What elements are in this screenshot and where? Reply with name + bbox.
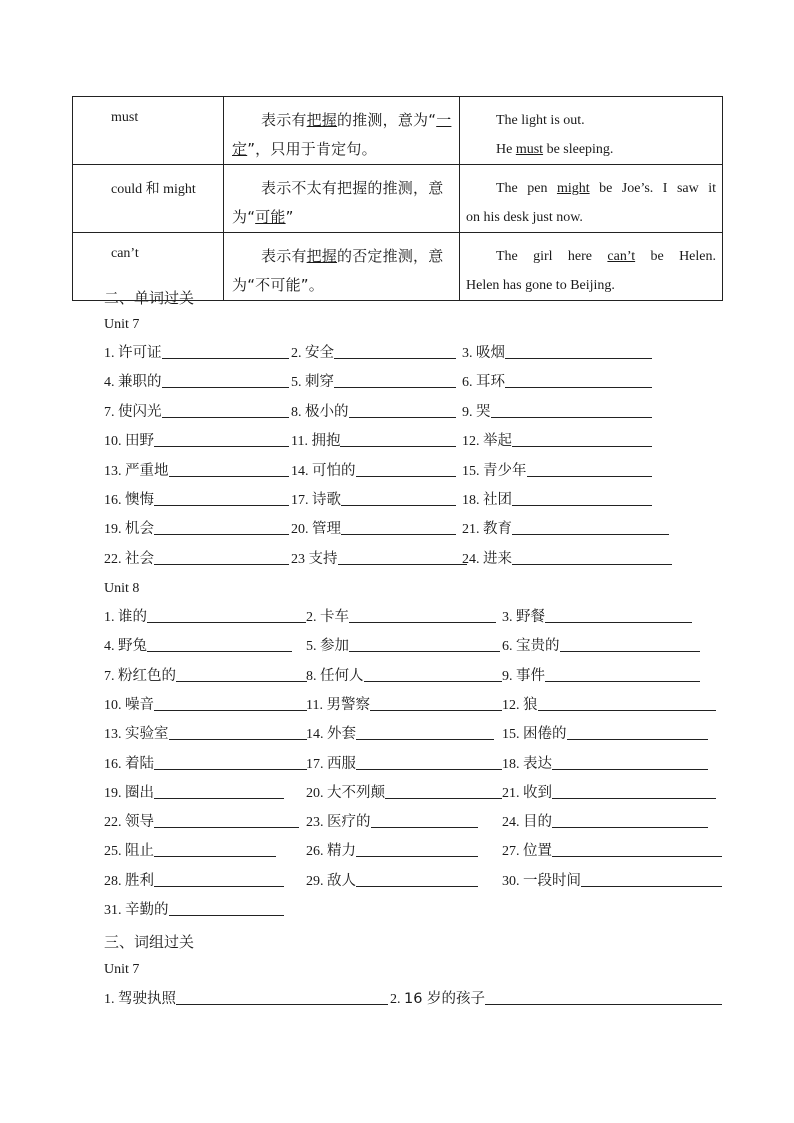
item-word: 管理 xyxy=(312,521,341,538)
answer-blank[interactable] xyxy=(356,725,494,740)
vocab-item xyxy=(462,342,652,362)
vocab-item xyxy=(104,430,289,450)
answer-blank[interactable] xyxy=(512,550,672,565)
answer-blank[interactable] xyxy=(341,520,456,535)
word-row xyxy=(104,342,744,362)
answer-blank[interactable] xyxy=(349,637,500,652)
vocab-item xyxy=(291,489,456,509)
item-word: 举起 xyxy=(483,433,512,450)
vocab-item xyxy=(104,489,289,509)
vocab-item xyxy=(462,401,652,421)
example-cell: The girl here can’t be Helen. Helen has gone to Beijing. xyxy=(460,233,723,301)
item-number: 22. xyxy=(104,551,125,567)
item-number: 11. xyxy=(306,697,327,713)
item-word: 耳环 xyxy=(476,374,505,391)
vocab-item xyxy=(104,870,284,890)
item-number: 8. xyxy=(291,404,305,420)
item-number: 9. xyxy=(502,668,516,684)
modal-cell: must xyxy=(73,97,224,165)
answer-blank[interactable] xyxy=(512,432,652,447)
answer-blank[interactable] xyxy=(505,373,652,388)
item-word: 宝贵的 xyxy=(516,638,560,655)
item-word: 胜利 xyxy=(125,872,154,889)
item-word: 参加 xyxy=(320,638,349,655)
answer-blank[interactable] xyxy=(545,608,692,623)
answer-blank[interactable] xyxy=(169,462,289,477)
answer-blank[interactable] xyxy=(527,462,652,477)
vocab-item xyxy=(104,606,306,626)
item-word: 社团 xyxy=(483,492,512,508)
answer-blank[interactable] xyxy=(147,637,292,652)
vocab-item xyxy=(291,342,456,362)
word-row xyxy=(104,430,744,450)
unit7-title: Unit 7 xyxy=(104,317,140,332)
item-number: 1. xyxy=(104,610,118,625)
item-word: 使闪光 xyxy=(118,403,162,420)
vocab-item xyxy=(104,753,307,773)
item-number: 13. xyxy=(104,727,125,743)
answer-blank[interactable] xyxy=(512,520,669,535)
vocab-item xyxy=(104,548,289,568)
item-word: 16 岁的孩子 xyxy=(404,991,486,1007)
item-word: 野餐 xyxy=(516,609,545,625)
item-word: 外套 xyxy=(327,726,356,743)
word-row xyxy=(104,548,744,568)
item-number: 17. xyxy=(306,756,327,772)
item-word: 任何人 xyxy=(320,667,364,684)
item-number: 11. xyxy=(291,434,312,450)
item-word: 田野 xyxy=(125,433,154,450)
item-word: 噪音 xyxy=(125,696,154,713)
word-row xyxy=(104,371,744,391)
item-number: 3. xyxy=(462,346,476,361)
item-word: 谁的 xyxy=(118,609,147,625)
vocab-item xyxy=(306,753,502,773)
answer-blank[interactable] xyxy=(512,491,652,506)
item-number: 2. xyxy=(291,346,305,361)
item-word: 辛勤的 xyxy=(125,902,169,918)
word-row xyxy=(104,753,744,773)
answer-blank[interactable] xyxy=(169,901,284,916)
item-number: 4. xyxy=(104,639,118,655)
vocab-item xyxy=(306,606,496,626)
item-number: 21. xyxy=(462,522,483,538)
section-title-vocabulary: 二、单词过关 xyxy=(104,289,195,307)
answer-blank[interactable] xyxy=(560,637,700,652)
vocab-item xyxy=(462,548,672,568)
item-number: 15. xyxy=(502,727,523,743)
meaning-cell: 表示有把握的否定推测，意为“不可能”。 xyxy=(224,233,460,301)
vocab-item xyxy=(502,870,722,890)
vocab-item xyxy=(104,665,307,685)
vocab-item xyxy=(104,401,289,421)
answer-blank[interactable] xyxy=(341,491,456,506)
vocab-item xyxy=(306,870,478,890)
vocab-item xyxy=(104,460,289,480)
answer-blank[interactable] xyxy=(176,667,307,682)
word-row xyxy=(104,811,744,831)
vocab-item xyxy=(306,723,494,743)
word-row xyxy=(104,635,744,655)
vocab-item xyxy=(291,430,456,450)
vocab-item xyxy=(104,342,289,362)
vocab-item xyxy=(104,988,388,1008)
answer-blank[interactable] xyxy=(154,755,307,770)
answer-blank[interactable] xyxy=(162,403,289,418)
vocab-item xyxy=(104,635,292,655)
item-number: 27. xyxy=(502,844,523,860)
example-cell: The pen might be Joe’s. I saw it on his desk just now. xyxy=(460,165,723,233)
section-title-phrases: 三、词组过关 xyxy=(104,933,195,951)
item-word: 一段时间 xyxy=(523,872,581,889)
item-number: 18. xyxy=(502,756,523,772)
vocab-item xyxy=(502,811,708,831)
item-number: 4. xyxy=(104,375,118,391)
answer-blank[interactable] xyxy=(162,373,289,388)
answer-blank[interactable] xyxy=(154,520,289,535)
item-number: 2. xyxy=(390,992,404,1007)
item-number: 31. xyxy=(104,903,125,918)
answer-blank[interactable] xyxy=(334,344,456,359)
vocab-item xyxy=(306,665,502,685)
vocab-item xyxy=(104,694,307,714)
item-word: 教育 xyxy=(483,521,512,538)
word-row xyxy=(104,899,744,919)
answer-blank[interactable] xyxy=(356,755,502,770)
answer-blank[interactable] xyxy=(154,842,276,857)
item-word: 圈出 xyxy=(125,784,154,801)
item-number: 15. xyxy=(462,463,483,479)
vocab-item xyxy=(104,840,276,860)
item-number: 24. xyxy=(462,551,483,567)
answer-blank[interactable] xyxy=(349,403,456,418)
item-number: 6. xyxy=(502,639,516,655)
item-number: 7. xyxy=(104,668,118,684)
answer-blank[interactable] xyxy=(370,696,502,711)
item-number: 20. xyxy=(291,522,312,538)
answer-blank[interactable] xyxy=(349,608,496,623)
modal-verbs-table xyxy=(72,96,723,301)
answer-blank[interactable] xyxy=(176,990,388,1005)
word-row xyxy=(104,518,744,538)
answer-blank[interactable] xyxy=(162,344,289,359)
answer-blank[interactable] xyxy=(154,813,299,828)
item-number: 2. xyxy=(306,610,320,625)
item-number: 20. xyxy=(306,785,327,801)
item-number: 1. xyxy=(104,346,118,361)
item-number: 18. xyxy=(462,493,483,508)
item-number: 14. xyxy=(306,727,327,743)
item-word: 吸烟 xyxy=(476,345,505,361)
vocab-item xyxy=(291,371,456,391)
vocab-item xyxy=(390,988,722,1008)
item-number: 23. xyxy=(306,815,327,831)
table-row xyxy=(73,97,723,165)
item-word: 进来 xyxy=(483,550,512,567)
answer-blank[interactable] xyxy=(567,725,708,740)
word-row xyxy=(104,694,744,714)
item-word: 男警察 xyxy=(326,696,370,713)
word-row xyxy=(104,870,744,890)
answer-blank[interactable] xyxy=(485,990,722,1005)
item-number: 29. xyxy=(306,873,327,889)
meaning-cell: 表示不太有把握的推测，意为“可能” xyxy=(224,165,460,233)
word-row xyxy=(104,606,744,626)
vocab-item xyxy=(291,401,456,421)
answer-blank[interactable] xyxy=(154,432,289,447)
answer-blank[interactable] xyxy=(338,550,467,565)
item-word: 支持 xyxy=(308,550,338,567)
vocab-item xyxy=(502,840,722,860)
item-word: 收到 xyxy=(523,784,552,801)
vocab-item xyxy=(306,840,478,860)
answer-blank[interactable] xyxy=(356,462,456,477)
answer-blank[interactable] xyxy=(356,842,478,857)
answer-blank[interactable] xyxy=(545,667,700,682)
word-row xyxy=(104,460,744,480)
word-row xyxy=(104,489,744,509)
word-row xyxy=(104,401,744,421)
answer-blank[interactable] xyxy=(385,784,502,799)
vocab-item xyxy=(291,548,467,568)
vocab-item xyxy=(462,371,652,391)
item-word: 西服 xyxy=(327,755,356,772)
example-cell: The light is out. He must be sleeping. xyxy=(460,97,723,165)
item-number: 30. xyxy=(502,873,523,889)
item-word: 事件 xyxy=(516,667,545,684)
vocab-item xyxy=(502,753,708,773)
item-word: 精力 xyxy=(327,843,356,860)
vocab-item xyxy=(104,518,289,538)
item-word: 青少年 xyxy=(483,462,527,479)
item-word: 敌人 xyxy=(327,872,356,889)
item-word: 野兔 xyxy=(118,638,147,655)
answer-blank[interactable] xyxy=(169,725,307,740)
answer-blank[interactable] xyxy=(552,842,722,857)
table-row xyxy=(73,165,723,233)
vocab-item xyxy=(291,460,456,480)
item-number: 5. xyxy=(291,375,305,391)
item-number: 28. xyxy=(104,873,125,889)
word-row xyxy=(104,840,744,860)
vocab-item xyxy=(462,518,669,538)
answer-blank[interactable] xyxy=(491,403,652,418)
item-number: 5. xyxy=(306,639,320,655)
vocab-item xyxy=(502,635,700,655)
vocab-item xyxy=(104,811,299,831)
vocab-item xyxy=(306,782,502,802)
modal-cell: could 和 might xyxy=(73,165,224,233)
vocab-item xyxy=(502,606,692,626)
item-word: 驾驶执照 xyxy=(118,991,176,1007)
item-word: 目的 xyxy=(523,814,552,831)
vocab-item xyxy=(104,371,289,391)
item-number: 19. xyxy=(104,785,125,801)
item-word: 兼职的 xyxy=(118,374,162,391)
item-number: 10. xyxy=(104,697,125,713)
item-number: 13. xyxy=(104,463,125,479)
vocab-item xyxy=(462,430,652,450)
item-word: 医疗的 xyxy=(327,814,371,831)
vocab-item xyxy=(502,694,716,714)
vocab-item xyxy=(291,518,456,538)
answer-blank[interactable] xyxy=(552,784,716,799)
answer-blank[interactable] xyxy=(364,667,502,682)
word-row xyxy=(104,782,744,802)
item-word: 粉红色的 xyxy=(118,667,176,684)
item-number: 23 xyxy=(291,551,309,567)
item-word: 安全 xyxy=(305,345,334,361)
item-number: 8. xyxy=(306,668,320,684)
item-number: 12. xyxy=(502,697,523,713)
item-word: 着陆 xyxy=(125,755,154,772)
item-number: 17. xyxy=(291,493,312,508)
item-word: 大不列颠 xyxy=(327,784,385,801)
item-word: 阻止 xyxy=(125,843,154,860)
word-row xyxy=(104,665,744,685)
answer-blank[interactable] xyxy=(147,608,306,623)
answer-blank[interactable] xyxy=(552,813,708,828)
item-word: 哭 xyxy=(476,403,491,420)
word-row xyxy=(104,988,744,1008)
vocab-item xyxy=(306,694,502,714)
item-word: 表达 xyxy=(523,755,552,772)
item-word: 极小的 xyxy=(305,403,349,420)
word-row xyxy=(104,723,744,743)
item-number: 9. xyxy=(462,404,476,420)
vocab-item xyxy=(502,723,708,743)
item-number: 7. xyxy=(104,404,118,420)
item-number: 6. xyxy=(462,375,476,391)
modal-cell: can’t xyxy=(73,233,224,301)
answer-blank[interactable] xyxy=(154,872,284,887)
item-word: 机会 xyxy=(125,521,154,538)
item-number: 16. xyxy=(104,493,125,508)
answer-blank[interactable] xyxy=(340,432,456,447)
item-word: 严重地 xyxy=(125,462,169,479)
item-word: 许可证 xyxy=(118,345,162,361)
unit8-title: Unit 8 xyxy=(104,581,140,596)
answer-blank[interactable] xyxy=(538,696,716,711)
item-word: 困倦的 xyxy=(523,726,567,743)
item-number: 3. xyxy=(502,610,516,625)
item-number: 14. xyxy=(291,463,312,479)
item-number: 21. xyxy=(502,785,523,801)
unit7-phrase-title: Unit 7 xyxy=(104,962,140,977)
vocab-item xyxy=(306,635,500,655)
vocab-item xyxy=(104,723,307,743)
item-word: 社会 xyxy=(125,550,154,567)
item-number: 24. xyxy=(502,815,523,831)
item-word: 拥抱 xyxy=(311,433,341,450)
item-word: 位置 xyxy=(523,843,552,860)
item-number: 25. xyxy=(104,844,125,860)
answer-blank[interactable] xyxy=(154,491,289,506)
item-number: 22. xyxy=(104,815,125,831)
item-word: 懊悔 xyxy=(125,492,154,508)
vocab-item xyxy=(306,811,478,831)
meaning-cell: 表示有把握的推测，意为“一定”，只用于肯定句。 xyxy=(224,97,460,165)
item-word: 刺穿 xyxy=(305,374,334,391)
item-word: 领导 xyxy=(125,814,154,831)
item-number: 26. xyxy=(306,844,327,860)
item-number: 1. xyxy=(104,992,118,1007)
vocab-item xyxy=(462,460,652,480)
answer-blank[interactable] xyxy=(371,813,478,828)
item-word: 卡车 xyxy=(320,609,349,625)
vocab-item xyxy=(104,899,284,919)
answer-blank[interactable] xyxy=(356,872,478,887)
item-number: 16. xyxy=(104,756,125,772)
vocab-item xyxy=(502,665,700,685)
item-word: 可怕的 xyxy=(312,462,356,479)
vocab-item xyxy=(104,782,284,802)
item-word: 实验室 xyxy=(125,726,169,743)
item-number: 12. xyxy=(462,434,483,450)
item-number: 19. xyxy=(104,522,125,538)
answer-blank[interactable] xyxy=(581,872,722,887)
item-number: 10. xyxy=(104,434,125,450)
answer-blank[interactable] xyxy=(505,344,652,359)
answer-blank[interactable] xyxy=(154,784,284,799)
vocab-item xyxy=(502,782,716,802)
answer-blank[interactable] xyxy=(154,696,307,711)
answer-blank[interactable] xyxy=(334,373,456,388)
vocab-item xyxy=(462,489,652,509)
answer-blank[interactable] xyxy=(552,755,708,770)
answer-blank[interactable] xyxy=(154,550,289,565)
item-word: 狼 xyxy=(523,696,538,713)
item-word: 诗歌 xyxy=(312,492,341,508)
